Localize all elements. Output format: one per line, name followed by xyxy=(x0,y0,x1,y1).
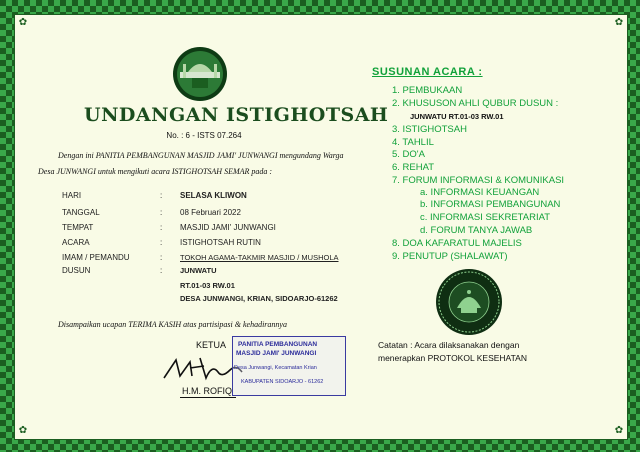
imam-value: TOKOH AGAMA-TAKMIR MASJID / MUSHOLA xyxy=(180,253,339,262)
agenda-subitem: d. FORUM TANYA JAWAB xyxy=(420,225,533,236)
intro-line-1: Dengan ini PANITIA PEMBANGUNAN MASJID JAMI' JUNWANGI mengundang Warga xyxy=(58,151,344,160)
stamp-line-3: Desa Junwangi, Kecamatan Krian xyxy=(234,365,317,371)
official-stamp xyxy=(232,336,346,396)
colon: : xyxy=(160,266,163,275)
page-title: UNDANGAN ISTIGHOTSAH xyxy=(84,104,389,126)
stamp-line-4: KABUPATEN SIDOARJO - 61262 xyxy=(241,379,324,385)
agenda-item: 3. ISTIGHOTSAH xyxy=(392,124,467,135)
signature-line xyxy=(180,397,236,398)
agenda-subitem: a. INFORMASI KEUANGAN xyxy=(420,187,540,198)
agenda-item: 1. PEMBUKAAN xyxy=(392,85,463,96)
closing-text: Disampaikan ucapan TERIMA KASIH atas partisipasi & kehadirannya xyxy=(58,320,287,329)
dusun-value-1: JUNWATU xyxy=(180,266,217,275)
tempat-label: TEMPAT xyxy=(62,223,94,232)
corner-ornament-icon: ✿ xyxy=(18,17,28,28)
tanggal-value: 08 Februari 2022 xyxy=(180,208,241,217)
letter-number: No. : 6 - ISTS 07.264 xyxy=(166,131,242,140)
note-line-1: Catatan : Acara dilaksanakan dengan xyxy=(378,340,520,350)
colon: : xyxy=(160,208,163,217)
agenda-item: 5. DO'A xyxy=(392,149,425,160)
colon: : xyxy=(160,223,163,232)
hari-label: HARI xyxy=(62,191,82,200)
hari-value: SELASA KLIWON xyxy=(180,191,247,200)
dusun-value-2: RT.01-03 RW.01 xyxy=(180,281,235,290)
tanggal-label: TANGGAL xyxy=(62,208,100,217)
note-line-2: menerapkan PROTOKOL KESEHATAN xyxy=(378,353,527,363)
tempat-value: MASJID JAMI' JUNWANGI xyxy=(180,223,276,232)
agenda-item: 9. PENUTUP (SHALAWAT) xyxy=(392,251,508,262)
corner-ornament-icon: ✿ xyxy=(614,425,624,436)
stamp-line-2: MASJID JAMI' JUNWANGI xyxy=(236,350,317,357)
agenda-item: 6. REHAT xyxy=(392,162,435,173)
imam-label: IMAM / PEMANDU xyxy=(62,253,130,262)
agenda-title: SUSUNAN ACARA : xyxy=(372,66,483,78)
agenda-item: 2. KHUSUSON AHLI QUBUR DUSUN : xyxy=(392,98,559,109)
corner-ornament-icon: ✿ xyxy=(18,425,28,436)
committee-seal-icon xyxy=(435,268,503,336)
agenda-item: 8. DOA KAFARATUL MAJELIS xyxy=(392,238,522,249)
colon: : xyxy=(160,191,163,200)
colon: : xyxy=(160,253,163,262)
agenda-subitem: b. INFORMASI PEMBANGUNAN xyxy=(420,199,561,210)
corner-ornament-icon: ✿ xyxy=(614,17,624,28)
dusun-label: DUSUN xyxy=(62,266,91,275)
acara-value: ISTIGHOTSAH RUTIN xyxy=(180,238,261,247)
signatory-name: H.M. ROFIQ xyxy=(182,386,232,396)
agenda-subitem: c. INFORMASI SEKRETARIAT xyxy=(420,212,551,223)
colon: : xyxy=(160,238,163,247)
agenda-dusun-detail: JUNWATU RT.01-03 RW.01 xyxy=(410,112,504,121)
dusun-value-3: DESA JUNWANGI, KRIAN, SIDOARJO-61262 xyxy=(180,294,338,303)
signature-role: KETUA xyxy=(196,340,227,350)
intro-line-2: Desa JUNWANGI untuk mengikuti acara ISTIGHOTSAH SEMAR pada : xyxy=(38,167,273,176)
mosque-logo-icon xyxy=(172,46,228,102)
agenda-item: 4. TAHLIL xyxy=(392,137,434,148)
agenda-item: 7. FORUM INFORMASI & KOMUNIKASI xyxy=(392,175,565,186)
stamp-line-1: PANITIA PEMBANGUNAN xyxy=(238,341,318,348)
acara-label: ACARA xyxy=(62,238,90,247)
